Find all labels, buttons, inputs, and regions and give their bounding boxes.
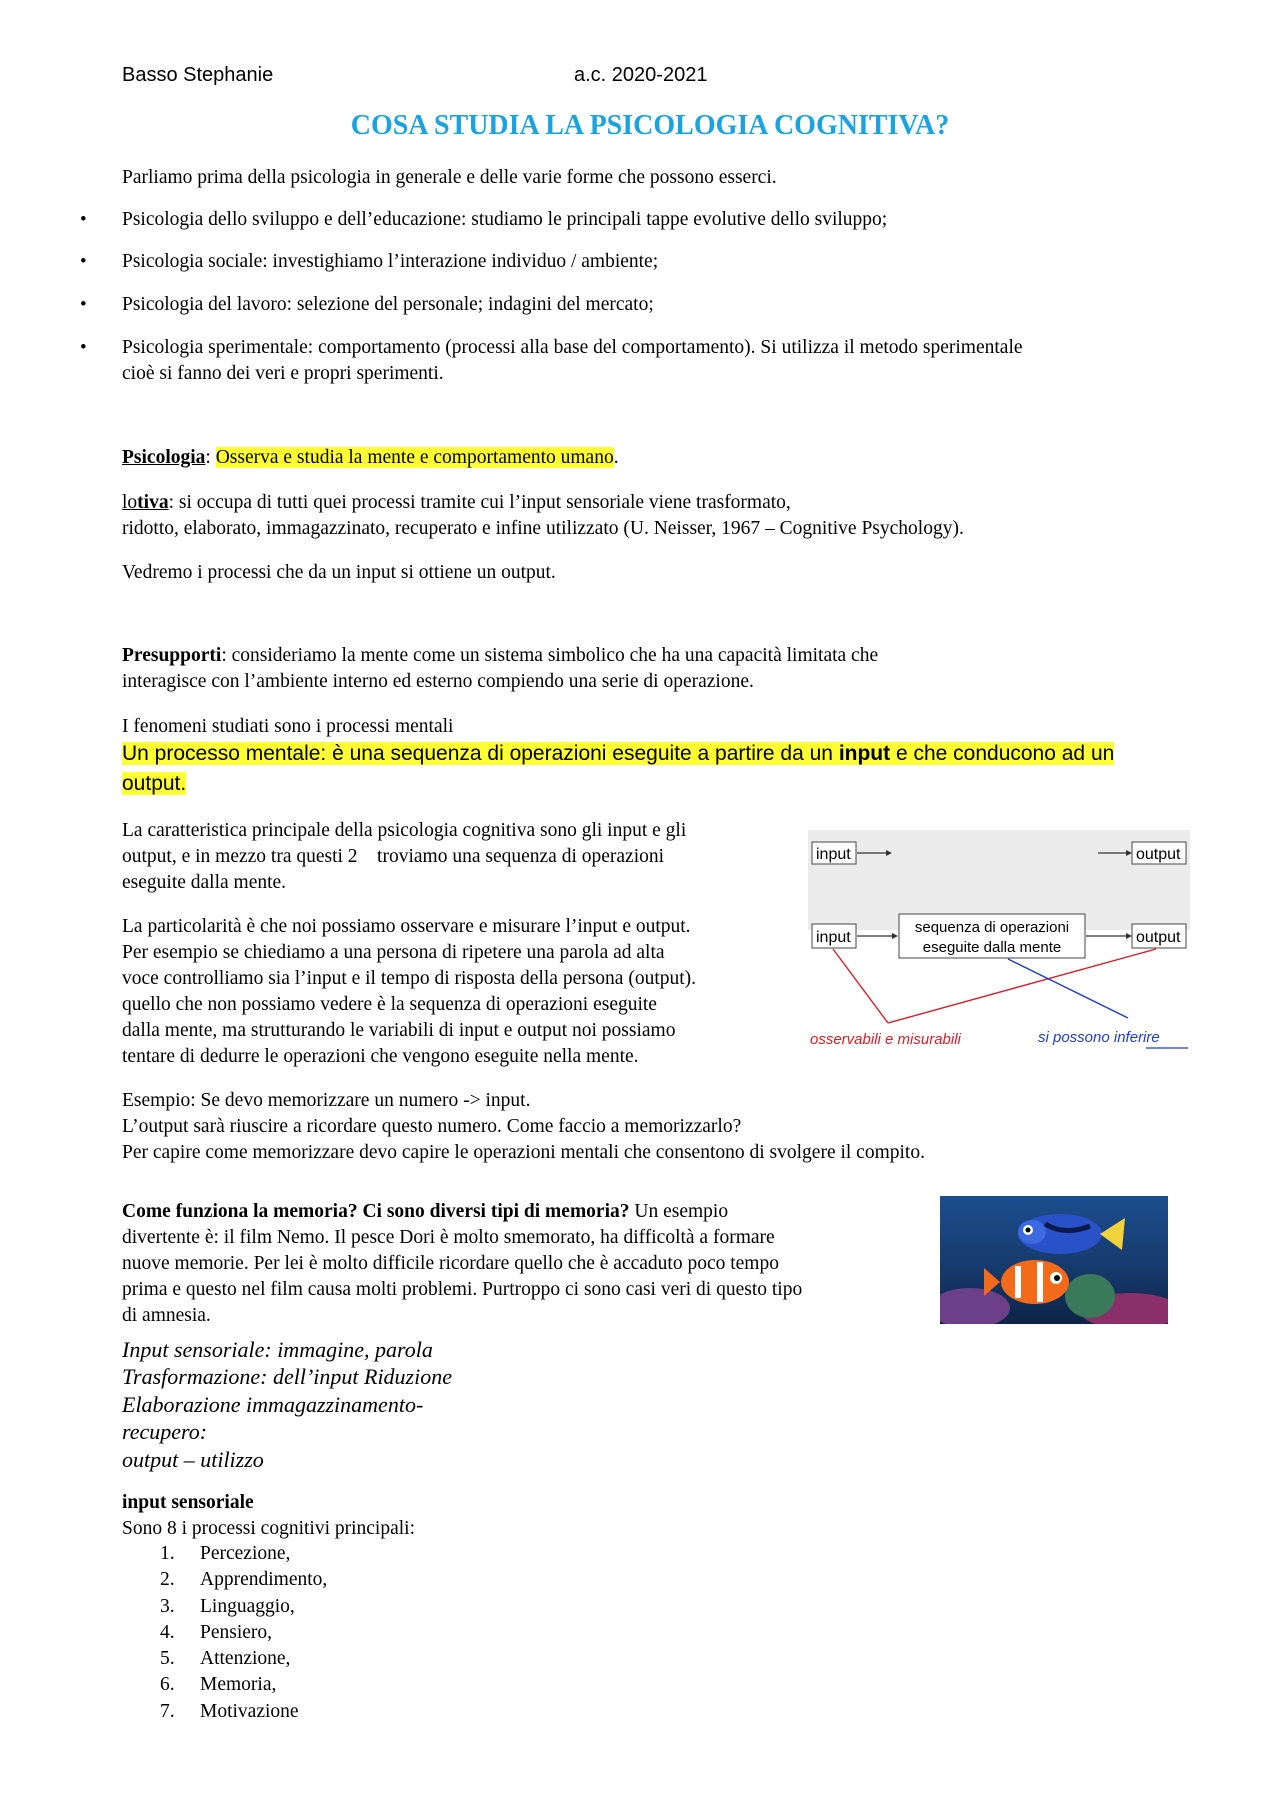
cognitiva-definition: [122, 490, 791, 516]
bullet-icon: •: [80, 294, 87, 315]
cognitiva-term-b: tiva: [137, 492, 169, 513]
list-text: Pensiero,: [200, 1621, 273, 1643]
presupporti-line1: : consideriamo la mente come un sistema simbolico che ha una capacità limitata che: [221, 645, 879, 666]
esempio-line: Esempio: Se devo memorizzare un numero -> input.: [122, 1090, 531, 1111]
caratteristica-line: La caratteristica principale della psicologia cognitiva sono gli input e gli: [122, 820, 687, 841]
processo-text-c: e che conducono ad un: [890, 742, 1115, 765]
italic-line: Elaborazione immagazzinamento-: [122, 1392, 424, 1417]
memoria-line: nuove memorie. Per lei è molto difficile ricordare quello che è accaduto poco tempo: [122, 1253, 779, 1274]
header-year: a.c. 2020-2021: [574, 64, 708, 86]
list-text: Memoria,: [200, 1674, 277, 1696]
list-number: 2.: [160, 1569, 175, 1591]
list-text: Apprendimento,: [200, 1569, 328, 1591]
cognitiva-line2: ridotto, elaborato, immagazzinato, recuperato e infine utilizzato (U. Neisser, 1967 – Cognitive Psychology).: [122, 518, 964, 539]
list-number: 5.: [160, 1648, 175, 1670]
nemo-pupil: [1054, 1275, 1060, 1281]
list-number: 7.: [160, 1700, 175, 1722]
input-sensoriale-heading: input sensoriale: [122, 1492, 254, 1513]
particolarita-line: Per esempio se chiediamo a una persona di ripetere una parola ad alta: [122, 942, 665, 963]
cognitiva-line1: : si occupa di tutti quei processi tramite cui l’input sensoriale viene trasformato,: [168, 492, 791, 513]
psicologia-colon: :: [205, 447, 211, 468]
memoria-line: prima e questo nel film causa molti problemi. Purtroppo ci sono casi veri di questo tipo: [122, 1279, 803, 1300]
particolarita-line: La particolarità è che noi possiamo osservare e misurare l’input e output.: [122, 916, 691, 937]
page-title: COSA STUDIA LA PSICOLOGIA COGNITIVA?: [350, 110, 950, 141]
bullet-icon: •: [80, 337, 87, 358]
list-number: 1.: [160, 1543, 175, 1564]
list-text: Motivazione: [200, 1700, 299, 1722]
input-output-diagram: [808, 828, 1190, 1052]
sequence-line2: eseguite dalla mente: [922, 939, 1062, 956]
processo-output: output.: [122, 772, 187, 795]
infer-label: si possono inferire: [1038, 1029, 1160, 1046]
italic-line: Input sensoriale: immagine, parola: [122, 1337, 433, 1362]
memoria-heading-line: [122, 1199, 728, 1225]
bullet-item: Psicologia dello sviluppo e dell’educazione: studiamo le principali tappe evolutive dello sviluppo;: [122, 209, 888, 230]
list-number: 6.: [160, 1674, 175, 1696]
processo-input-bold: input: [838, 742, 891, 765]
particolarita-line: voce controlliamo sia l’input e il tempo di risposta della persona (output).: [122, 968, 697, 989]
bullet-icon: •: [80, 209, 87, 230]
vedremo-paragraph: Vedremo i processi che da un input si ottiene un output.: [122, 562, 556, 583]
psicologia-dot: .: [613, 447, 619, 468]
bottom-output-label: output: [1136, 929, 1181, 946]
bullet-item-continuation: cioè si fanno dei veri e propri sperimenti.: [122, 363, 444, 384]
observable-label: osservabili e misurabili: [810, 1031, 961, 1048]
presupporti-term: Presupporti: [122, 645, 222, 666]
particolarita-line: tentare di dedurre le operazioni che vengono eseguite nella mente.: [122, 1046, 639, 1067]
cognitiva-term-a: lo: [122, 492, 138, 513]
sequence-line1: sequenza di operazioni: [914, 919, 1070, 936]
particolarita-line: dalla mente, ma strutturando le variabili di input e output noi possiamo: [122, 1020, 676, 1041]
list-text: Linguaggio,: [200, 1595, 295, 1617]
esempio-line: Per capire come memorizzare devo capire le operazioni mentali che consentono di svolgere il compito.: [122, 1142, 925, 1163]
header-author: Basso Stephanie: [122, 64, 274, 86]
memoria-line: di amnesia.: [122, 1305, 211, 1326]
seaweed: [1065, 1274, 1115, 1318]
intro-paragraph: Parliamo prima della psicologia in generale e delle varie forme che possono esserci.: [122, 167, 777, 188]
caratteristica-line: eseguite dalla mente.: [122, 872, 287, 893]
bullet-item: Psicologia sociale: investighiamo l’interazione individuo / ambiente;: [122, 251, 659, 272]
list-text: Attenzione,: [200, 1648, 291, 1670]
presupporti-paragraph: [122, 643, 878, 669]
fenomeni-paragraph: I fenomeni studiati sono i processi mentali: [122, 716, 454, 737]
psicologia-highlight: Osserva e studia la mente e comportamento umano: [215, 447, 614, 468]
caratteristica-line: output, e in mezzo tra questi 2 troviamo una sequenza di operazioni: [122, 846, 665, 867]
italic-line: recupero:: [122, 1419, 208, 1444]
italic-line: output – utilizzo: [122, 1447, 264, 1472]
top-input-label: input: [816, 846, 851, 863]
bullet-item: Psicologia sperimentale: comportamento (processi alla base del comportamento). Si utilizza il metodo sperimentale: [122, 337, 1023, 358]
dory-pupil: [1026, 1228, 1031, 1233]
memoria-line: divertente è: il film Nemo. Il pesce Dori è molto smemorato, ha difficoltà a formare: [122, 1227, 775, 1248]
psicologia-definition: [122, 445, 619, 471]
memoria-bold: Come funziona la memoria? Ci sono diversi tipi di memoria?: [122, 1201, 630, 1222]
esempio-line: L’output sarà riuscire a ricordare questo numero. Come faccio a memorizzarlo?: [122, 1116, 742, 1137]
bullet-item: Psicologia del lavoro: selezione del personale; indagini del mercato;: [122, 294, 654, 315]
processo-text-a: Un processo mentale: è una sequenza di operazioni eseguite a partire da un: [122, 742, 839, 765]
nemo-dory-image: [940, 1196, 1168, 1324]
sono8-line: Sono 8 i processi cognitivi principali:: [122, 1518, 416, 1539]
top-output-label: output: [1136, 846, 1181, 863]
list-number: 4.: [160, 1621, 175, 1643]
bullet-icon: •: [80, 251, 87, 272]
psicologia-term: Psicologia: [122, 447, 206, 468]
presupporti-line2: interagisce con l’ambiente interno ed esterno compiendo una serie di operazione.: [122, 671, 754, 692]
list-number: 3.: [160, 1595, 175, 1617]
particolarita-line: quello che non possiamo vedere è la sequenza di operazioni eseguite: [122, 994, 657, 1015]
italic-line: Trasformazione: dell’input Riduzione: [122, 1364, 452, 1389]
list-text: Percezione,: [200, 1543, 291, 1564]
bottom-input-label: input: [816, 929, 851, 946]
processo-line1: [122, 739, 1114, 769]
processo-line2: [122, 769, 186, 799]
memoria-rest: Un esempio: [629, 1201, 729, 1222]
